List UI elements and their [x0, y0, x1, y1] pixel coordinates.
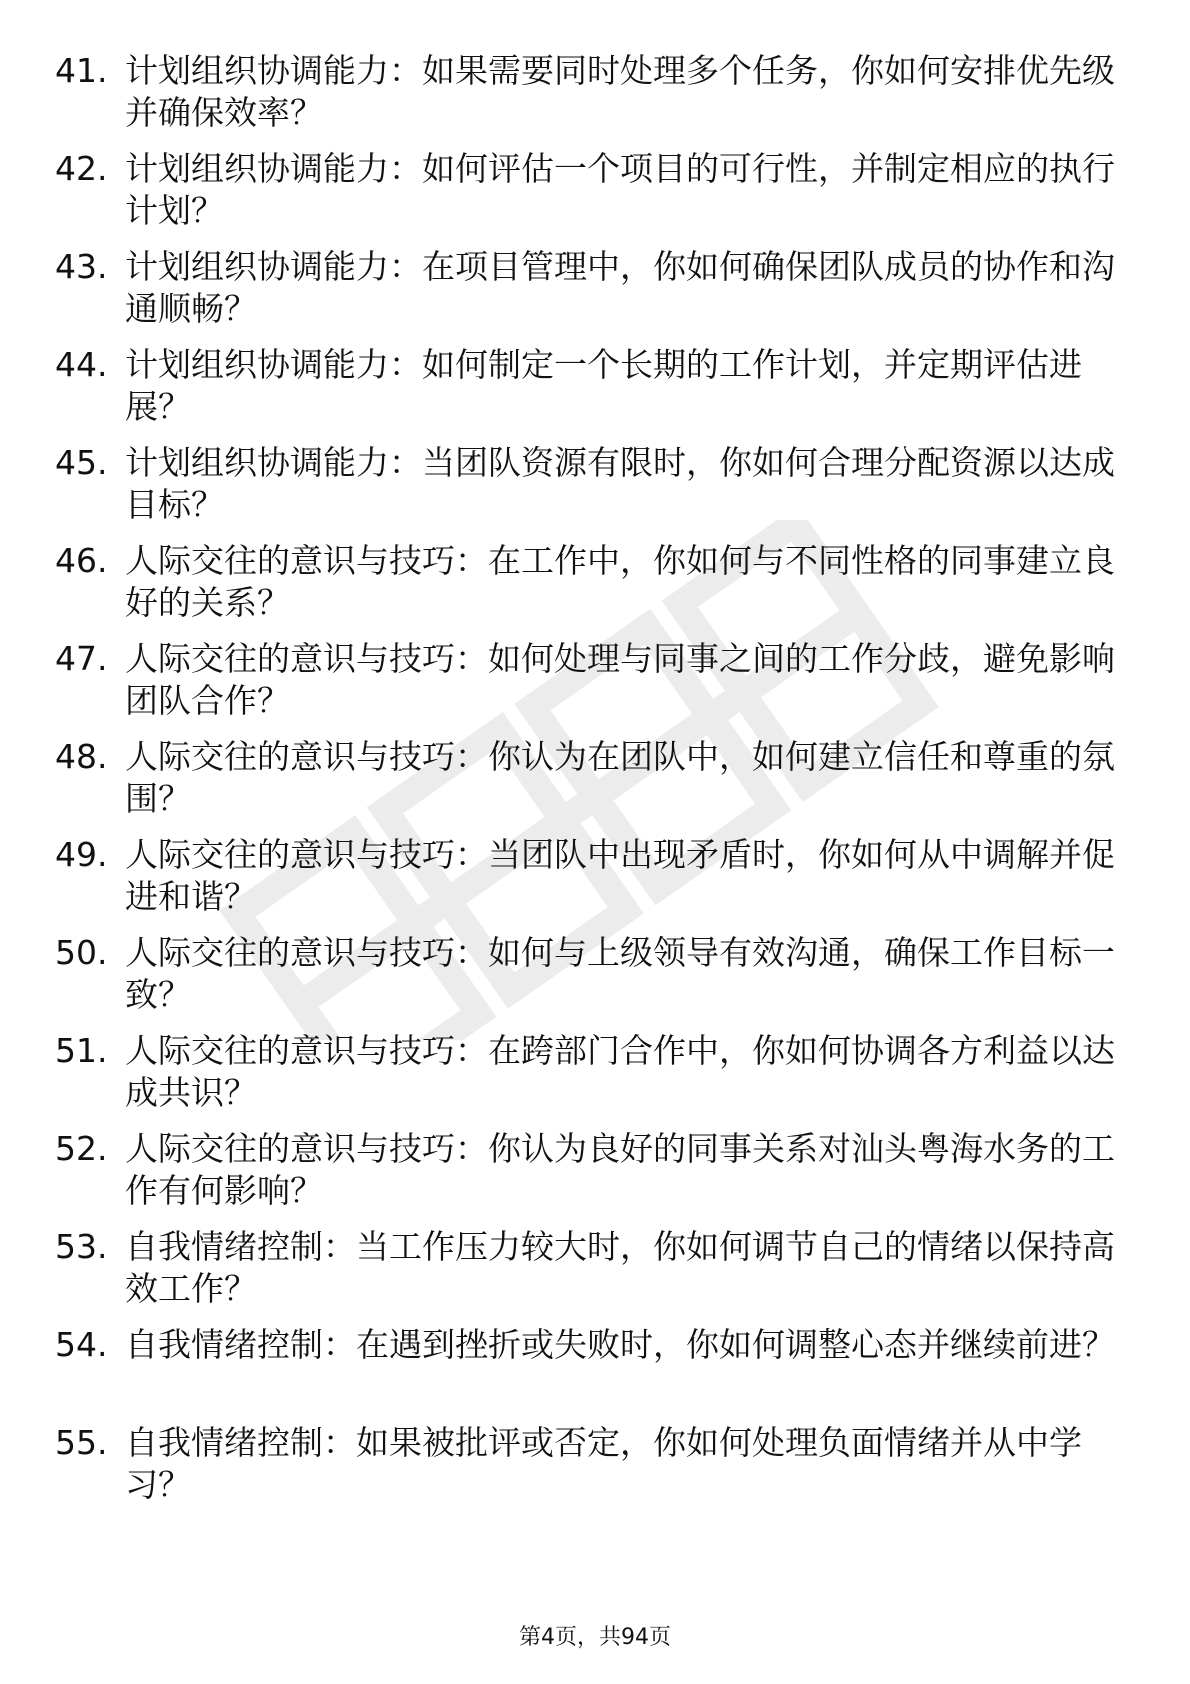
question-number: 49.: [55, 835, 108, 874]
question-text: 人际交往的意识与技巧：如何处理与同事之间的工作分歧，避免影响团队合作？: [125, 639, 1115, 720]
list-item: [55, 344, 1135, 442]
question-number: 54.: [55, 1325, 108, 1364]
list-item: [55, 540, 1135, 638]
list-item: [55, 834, 1135, 932]
list-item: [55, 1422, 1135, 1520]
question-number: 45.: [55, 443, 108, 482]
list-item: [55, 1324, 1135, 1422]
question-text: 人际交往的意识与技巧：在工作中，你如何与不同性格的同事建立良好的关系？: [125, 541, 1115, 622]
list-item: [55, 1030, 1135, 1128]
question-text: 自我情绪控制：如果被批评或否定，你如何处理负面情绪并从中学习？: [125, 1423, 1082, 1504]
question-text: 人际交往的意识与技巧：如何与上级领导有效沟通，确保工作目标一致？: [125, 933, 1115, 1014]
question-number: 52.: [55, 1129, 108, 1168]
list-item: [55, 148, 1135, 246]
question-text: 人际交往的意识与技巧：当团队中出现矛盾时，你如何从中调解并促进和谐？: [125, 835, 1115, 916]
question-text: 自我情绪控制：在遇到挫折或失败时，你如何调整心态并继续前进？: [125, 1325, 1115, 1364]
question-text: 计划组织协调能力：如何评估一个项目的可行性，并制定相应的执行计划？: [125, 149, 1115, 230]
question-number: 47.: [55, 639, 108, 678]
question-number: 44.: [55, 345, 108, 384]
list-item: [55, 736, 1135, 834]
question-list: [55, 50, 1135, 1520]
question-number: 48.: [55, 737, 108, 776]
list-item: [55, 50, 1135, 148]
question-text: 计划组织协调能力：如果需要同时处理多个任务，你如何安排优先级并确保效率？: [125, 51, 1115, 132]
question-text: 人际交往的意识与技巧：在跨部门合作中，你如何协调各方利益以达成共识？: [125, 1031, 1115, 1112]
page-number-label: 第4页，共94页: [519, 1625, 671, 1650]
question-text: 计划组织协调能力：如何制定一个长期的工作计划，并定期评估进展？: [125, 345, 1082, 426]
list-item: [55, 1226, 1135, 1324]
question-text: 计划组织协调能力：当团队资源有限时，你如何合理分配资源以达成目标？: [125, 443, 1115, 524]
list-item: [55, 246, 1135, 344]
list-item: [55, 442, 1135, 540]
list-item: [55, 1128, 1135, 1226]
question-number: 43.: [55, 247, 108, 286]
question-number: 41.: [55, 51, 108, 90]
question-text: 计划组织协调能力：在项目管理中，你如何确保团队成员的协作和沟通顺畅？: [125, 247, 1115, 328]
page-footer: [0, 1624, 1190, 1652]
question-text: 自我情绪控制：当工作压力较大时，你如何调节自己的情绪以保持高效工作？: [125, 1227, 1115, 1308]
list-item: [55, 932, 1135, 1030]
question-number: 55.: [55, 1423, 108, 1462]
question-number: 53.: [55, 1227, 108, 1266]
question-text: 人际交往的意识与技巧：你认为在团队中，如何建立信任和尊重的氛围？: [125, 737, 1115, 818]
list-item: [55, 638, 1135, 736]
question-number: 51.: [55, 1031, 108, 1070]
question-number: 46.: [55, 541, 108, 580]
question-number: 42.: [55, 149, 108, 188]
question-number: 50.: [55, 933, 108, 972]
question-text: 人际交往的意识与技巧：你认为良好的同事关系对汕头粤海水务的工作有何影响？: [125, 1129, 1115, 1210]
